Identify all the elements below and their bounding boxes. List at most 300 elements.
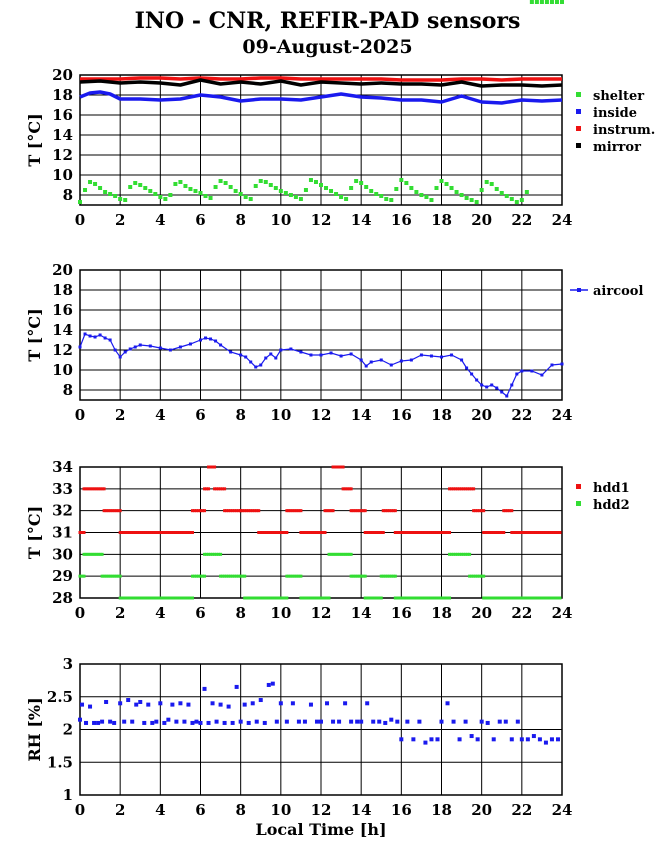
data-point [486,721,490,725]
y-tick-label: 2.5 [46,687,73,706]
data-point [360,359,363,362]
data-point [299,575,302,578]
data-point [194,720,198,724]
x-tick-label: 8 [235,211,246,229]
data-point [556,737,560,741]
x-tick-label: 4 [155,211,166,229]
x-tick-label: 10 [270,406,292,424]
panel-3 [25,458,630,622]
y-tick-label: 31 [52,523,73,542]
data-point [532,734,536,738]
data-point [129,348,132,351]
data-point [243,575,246,578]
data-point [203,509,206,512]
data-point [384,197,388,201]
x-tick-label: 20 [471,211,493,229]
data-point [309,354,312,357]
data-point [239,720,243,724]
panel-4 [25,655,572,819]
data-point [525,190,529,194]
data-point [510,197,514,201]
y-tick-label: 20 [52,261,73,279]
data-point [179,346,182,349]
data-point [269,353,272,356]
data-point [133,181,137,185]
data-point [158,701,162,705]
y-tick-label: 10 [52,166,73,184]
data-point [423,741,427,745]
data-point [94,336,97,339]
data-point [545,0,549,4]
data-point [203,687,207,691]
data-point [550,737,554,741]
data-point [189,343,192,346]
data-point [247,721,251,725]
y-axis-label: RH [%] [25,697,44,762]
data-point [254,184,258,188]
data-point [309,703,313,707]
data-point [89,335,92,338]
x-tick-label: 16 [390,406,412,424]
x-tick-label: 0 [74,801,86,819]
data-point [128,185,132,189]
data-point [365,701,369,705]
data-point [159,347,162,350]
x-tick-label: 6 [195,211,206,229]
data-point [325,701,329,705]
data-point [337,720,341,724]
data-point [178,180,182,184]
data-point [168,193,172,197]
data-point [259,179,263,183]
data-point [334,192,338,196]
data-point [314,180,318,184]
legend-marker [576,501,581,506]
data-point [505,194,509,198]
data-point [558,531,561,534]
data-point [269,183,273,187]
data-point [80,703,84,707]
data-point [505,395,508,398]
data-point [332,509,335,512]
data-point [257,509,260,512]
x-tick-label: 4 [155,801,166,819]
data-point [134,703,138,707]
data-point [239,192,243,196]
data-point [214,185,218,189]
data-point [424,195,428,199]
x-tick-label: 6 [195,801,206,819]
series-line [80,78,562,80]
data-point [285,531,288,534]
x-tick-label: 16 [390,801,412,819]
data-point [319,183,323,187]
chart-subtitle: 09-August-2025 [242,36,413,58]
data-point [544,741,548,745]
data-point [550,0,554,4]
x-tick-label: 12 [310,604,332,622]
x-axis-label: Local Time [h] [255,820,387,839]
data-point [445,182,449,186]
data-point [476,737,480,741]
data-point [199,339,202,342]
x-tick-label: 16 [390,211,412,229]
data-point [174,720,178,724]
data-point [404,181,408,185]
data-point [259,364,262,367]
data-point [213,466,216,469]
data-point [395,720,399,724]
data-point [119,509,122,512]
data-point [304,188,308,192]
data-point [223,721,227,725]
data-point [342,466,345,469]
data-point [199,191,203,195]
legend-marker [577,288,581,292]
data-point [134,346,137,349]
data-point [190,721,194,725]
x-tick-label: 20 [471,406,493,424]
data-point [279,349,282,352]
data-point [485,386,488,389]
data-point [340,355,343,358]
data-point [339,195,343,199]
data-point [430,355,433,358]
data-point [455,190,459,194]
data-point [209,338,212,341]
data-point [146,703,150,707]
y-tick-label: 8 [62,186,73,204]
data-point [485,180,489,184]
data-point [96,721,100,725]
data-point [359,720,363,724]
y-tick-label: 32 [52,501,73,520]
data-point [380,359,383,362]
x-tick-label: 12 [310,406,332,424]
data-point [299,197,303,201]
data-point [229,185,233,189]
data-point [510,384,513,387]
data-point [108,720,112,724]
data-point [139,344,142,347]
x-tick-label: 14 [350,406,372,424]
data-point [446,701,450,705]
data-point [303,720,307,724]
data-point [324,531,327,534]
data-point [119,356,122,359]
data-point [274,357,277,360]
data-point [480,188,484,192]
data-point [495,187,499,191]
data-point [235,685,239,689]
data-point [285,720,289,724]
data-point [434,186,438,190]
data-point [394,575,397,578]
data-point [124,351,127,354]
data-point [224,181,228,185]
data-point [191,597,194,600]
data-point [490,182,494,186]
data-point [83,575,86,578]
data-point [520,198,524,202]
data-point [83,531,86,534]
data-point [331,720,335,724]
data-point [118,197,122,201]
y-tick-label: 1.5 [46,753,73,772]
data-point [188,187,192,191]
data-point [550,364,553,367]
x-tick-label: 10 [270,211,292,229]
data-point [364,575,367,578]
x-tick-label: 20 [471,801,493,819]
data-point [285,597,288,600]
data-point [173,182,177,186]
data-point [199,721,203,725]
data-point [251,701,255,705]
data-point [243,703,247,707]
data-point [380,597,383,600]
y-tick-label: 12 [52,341,73,359]
data-point [104,337,107,340]
data-point [540,374,543,377]
legend-entry: shelter [593,89,645,104]
x-tick-label: 2 [114,406,126,424]
data-point [460,193,464,197]
data-point [158,195,162,199]
data-point [475,379,478,382]
data-point [419,193,423,197]
data-point [274,186,278,190]
y-tick-label: 16 [52,106,73,124]
x-tick-label: 22 [511,604,533,622]
data-point [88,705,92,709]
data-point [405,720,409,724]
data-point [350,353,353,356]
data-point [555,0,559,4]
data-point [209,196,213,200]
data-point [530,0,534,4]
data-point [515,200,519,204]
data-point [182,720,186,724]
data-point [219,703,223,707]
data-point [470,734,474,738]
x-tick-label: 24 [551,604,573,622]
data-point [540,0,544,4]
y-tick-label: 30 [52,545,73,564]
data-point [101,553,104,556]
data-point [169,349,172,352]
data-point [239,354,242,357]
data-point [299,351,302,354]
data-point [275,720,279,724]
data-point [284,191,288,195]
data-point [480,720,484,724]
data-point [470,198,474,202]
data-point [350,487,353,490]
data-point [166,718,170,722]
data-point [229,351,232,354]
data-point [223,487,226,490]
data-point [429,737,433,741]
series-rh [78,682,560,745]
x-tick-label: 24 [551,211,573,229]
data-point [267,683,271,687]
data-point [502,531,505,534]
legend-entry: hdd1 [593,481,630,496]
data-point [472,487,475,490]
data-point [535,0,539,4]
data-point [510,737,514,741]
data-point [148,189,152,193]
data-point [294,195,298,199]
x-tick-label: 0 [74,211,86,229]
legend-entry: mirror [593,140,641,155]
legend-entry: inside [593,106,638,121]
data-point [263,721,267,725]
data-point [249,197,253,201]
data-point [83,188,87,192]
data-point [319,720,323,724]
data-point [464,720,468,724]
data-point [193,189,197,193]
data-point [364,509,367,512]
data-point [108,192,112,196]
y-tick-label: 10 [52,361,73,379]
legend-marker [576,484,581,489]
y-tick-label: 8 [62,381,73,399]
data-point [207,721,211,725]
data-point [400,360,403,363]
data-point [450,354,453,357]
y-tick-label: 12 [52,146,73,164]
data-point [515,373,518,376]
y-axis-label: T [°C] [25,308,44,362]
data-point [504,720,508,724]
data-point [329,189,333,193]
x-tick-label: 24 [551,801,573,819]
y-tick-label: 20 [52,66,73,84]
data-point [354,179,358,183]
data-point [417,720,421,724]
data-point [123,198,127,202]
data-point [440,356,443,359]
data-point [369,189,373,193]
data-point [370,361,373,364]
data-point [349,720,353,724]
data-point [186,703,190,707]
data-point [468,553,471,556]
x-tick-label: 18 [431,604,452,622]
data-point [126,698,130,702]
data-point [84,333,87,336]
panel-2 [25,261,643,424]
data-point [289,348,292,351]
data-point [558,597,561,600]
data-point [109,339,112,342]
x-tick-label: 18 [431,406,452,424]
x-tick-label: 14 [350,604,372,622]
x-tick-label: 8 [235,604,246,622]
data-point [410,359,413,362]
data-point [204,194,208,198]
data-point [475,200,479,204]
data-point [389,718,393,722]
data-point [114,349,117,352]
data-point [343,701,347,705]
data-point [465,367,468,370]
data-point [92,721,96,725]
data-point [328,597,331,600]
data-point [178,701,182,705]
y-tick-label: 18 [52,281,73,299]
legend-marker [576,143,581,148]
data-point [309,178,313,182]
data-point [204,337,207,340]
x-tick-label: 6 [195,406,206,424]
data-point [526,737,530,741]
legend-marker [576,92,581,97]
data-point [365,365,368,368]
data-point [399,178,403,182]
data-point [119,575,122,578]
data-point [254,366,257,369]
x-tick-label: 2 [114,211,126,229]
x-tick-label: 4 [155,604,166,622]
y-tick-label: 29 [52,567,73,586]
x-tick-label: 10 [270,604,292,622]
legend-marker [576,126,581,131]
data-point [480,384,483,387]
x-tick-label: 18 [431,801,452,819]
data-point [561,363,564,366]
data-point [118,701,122,705]
x-tick-label: 16 [390,604,412,622]
data-point [103,190,107,194]
data-point [520,370,523,373]
data-point [315,720,319,724]
legend-entry: instrum. [593,123,655,138]
data-point [297,720,301,724]
data-point [383,721,387,725]
data-point [98,186,102,190]
data-point [379,194,383,198]
data-point [211,701,215,705]
x-tick-label: 6 [195,604,206,622]
data-point [183,184,187,188]
data-point [138,183,142,187]
data-point [78,200,82,204]
y-tick-label: 14 [52,126,73,144]
data-point [440,179,444,183]
data-point [99,334,102,337]
data-point [112,721,116,725]
data-point [324,186,328,190]
y-tick-label: 2 [62,720,73,739]
data-point [244,356,247,359]
y-tick-label: 34 [52,458,73,476]
data-point [271,682,275,686]
data-point [470,373,473,376]
data-point [79,346,82,349]
data-point [299,509,302,512]
data-point [429,198,433,202]
data-point [500,191,504,195]
data-point [130,720,134,724]
data-point [465,196,469,200]
data-point [538,737,542,741]
series-instrum- [80,78,562,80]
data-point [482,575,485,578]
